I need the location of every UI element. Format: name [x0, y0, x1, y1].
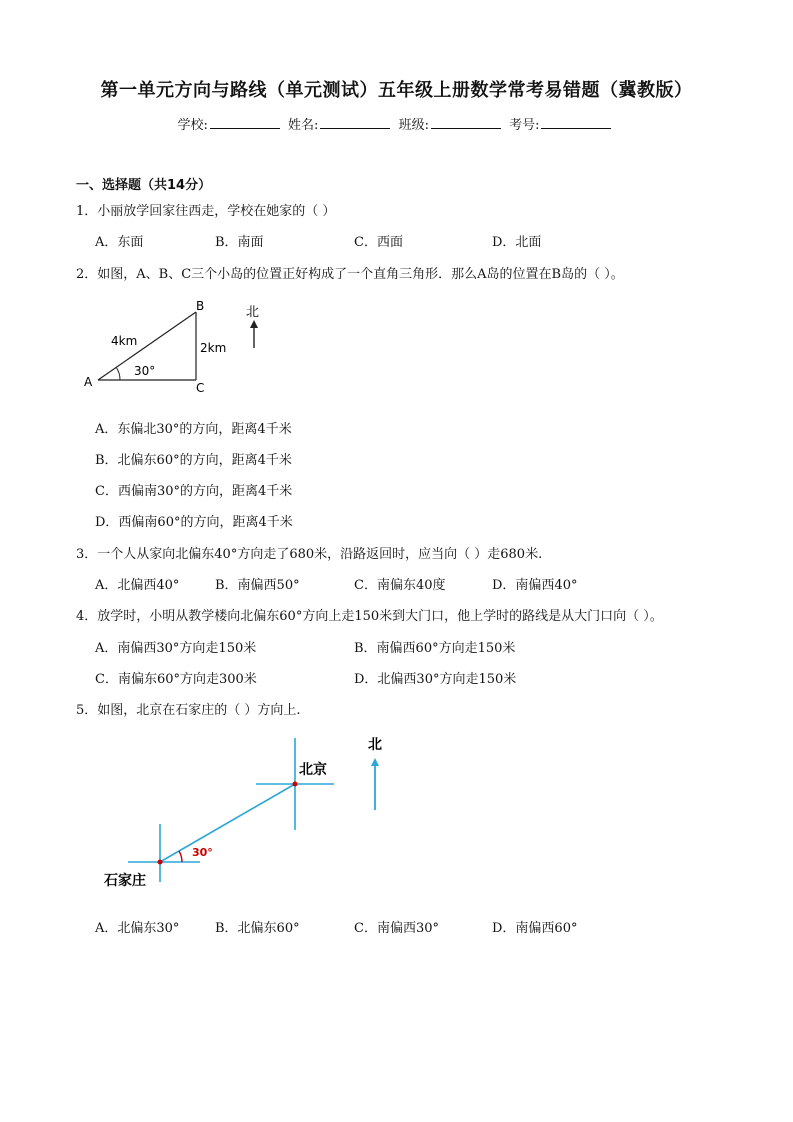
label-b: B	[196, 299, 205, 313]
q2-option-c[interactable]: C．西偏南30°的方向，距离4千米	[95, 484, 293, 499]
page-title: 第一单元方向与路线（单元测试）五年级上册数学常考易错题（冀教版）	[100, 80, 693, 101]
exam-no-blank[interactable]	[541, 116, 611, 129]
student-info-line	[0, 114, 793, 133]
label-c: C	[196, 381, 205, 395]
q1-option-b[interactable]: B．南面	[215, 235, 264, 250]
q4-option-a[interactable]: A．南偏西30°方向走150米	[95, 641, 257, 656]
class-blank[interactable]	[431, 116, 501, 129]
q4-option-c[interactable]: C．南偏东60°方向走300米	[95, 672, 257, 687]
question-5-stem: 5．如图，北京在石家庄的（ ）方向上.	[76, 703, 301, 718]
label-angle: 30°	[134, 364, 156, 378]
q5-option-b[interactable]: B．北偏东60°	[215, 921, 300, 936]
question-2-stem: 2．如图，A、B、C三个小岛的位置正好构成了一个直角三角形．那么A岛的位置在B岛的（ ）。	[76, 267, 624, 282]
school-blank[interactable]	[210, 116, 280, 129]
question-1-stem: 1．小丽放学回家往西走，学校在她家的（ ）	[76, 204, 336, 219]
north-arrow-head-icon	[250, 320, 258, 328]
q5-map-figure	[96, 730, 406, 895]
label-bc: 2km	[200, 341, 227, 355]
label-angle: 30°	[192, 846, 213, 859]
q4-option-d[interactable]: D．北偏西30°方向走150米	[354, 672, 517, 687]
q5-option-a[interactable]: A．北偏东30°	[95, 921, 180, 936]
q4-option-b[interactable]: B．南偏西60°方向走150米	[354, 641, 516, 656]
q2-triangle-figure	[78, 296, 288, 396]
q2-option-d[interactable]: D．西偏南60°的方向，距离4千米	[95, 515, 293, 530]
label-ab: 4km	[111, 334, 138, 348]
label-beijing: 北京	[299, 762, 327, 778]
label-shijiazhuang: 石家庄	[104, 873, 146, 889]
school-label: 学校:	[177, 118, 208, 133]
question-4-stem: 4．放学时，小明从教学楼向北偏东60°方向上走150米到大门口，他上学时的路线是从大门口向（ ）。	[76, 609, 663, 624]
q2-option-b[interactable]: B．北偏东60°的方向，距离4千米	[95, 453, 292, 468]
class-label: 班级:	[398, 118, 429, 133]
beijing-point	[293, 782, 298, 787]
q3-option-b[interactable]: B．南偏西50°	[215, 578, 300, 593]
q5-option-d[interactable]: D．南偏西60°	[492, 921, 578, 936]
question-3-stem: 3．一个人从家向北偏东40°方向走了680米，沿路返回时，应当向（ ）走680米.	[76, 547, 543, 562]
q1-option-d[interactable]: D．北面	[492, 235, 542, 250]
q3-option-d[interactable]: D．南偏西40°	[492, 578, 578, 593]
q1-option-c[interactable]: C．西面	[354, 235, 403, 250]
north-arrow-head-icon	[371, 758, 379, 766]
shijiazhuang-point	[158, 860, 163, 865]
exam-no-label: 考号:	[509, 118, 540, 133]
q1-option-a[interactable]: A．东面	[95, 235, 144, 250]
name-blank[interactable]	[320, 116, 390, 129]
q3-option-a[interactable]: A．北偏西40°	[95, 578, 180, 593]
north-label: 北	[246, 305, 260, 320]
angle-arc	[116, 367, 120, 380]
q3-option-c[interactable]: C．南偏东40度	[354, 578, 446, 593]
route-line	[160, 784, 295, 862]
north-label: 北	[368, 737, 382, 753]
angle-arc	[179, 851, 182, 862]
q2-option-a[interactable]: A．东偏北30°的方向，距离4千米	[95, 422, 292, 437]
name-label: 姓名:	[288, 118, 319, 133]
label-a: A	[84, 375, 93, 389]
section-title: 一、选择题（共14分）	[76, 178, 212, 193]
q5-option-c[interactable]: C．南偏西30°	[354, 921, 439, 936]
